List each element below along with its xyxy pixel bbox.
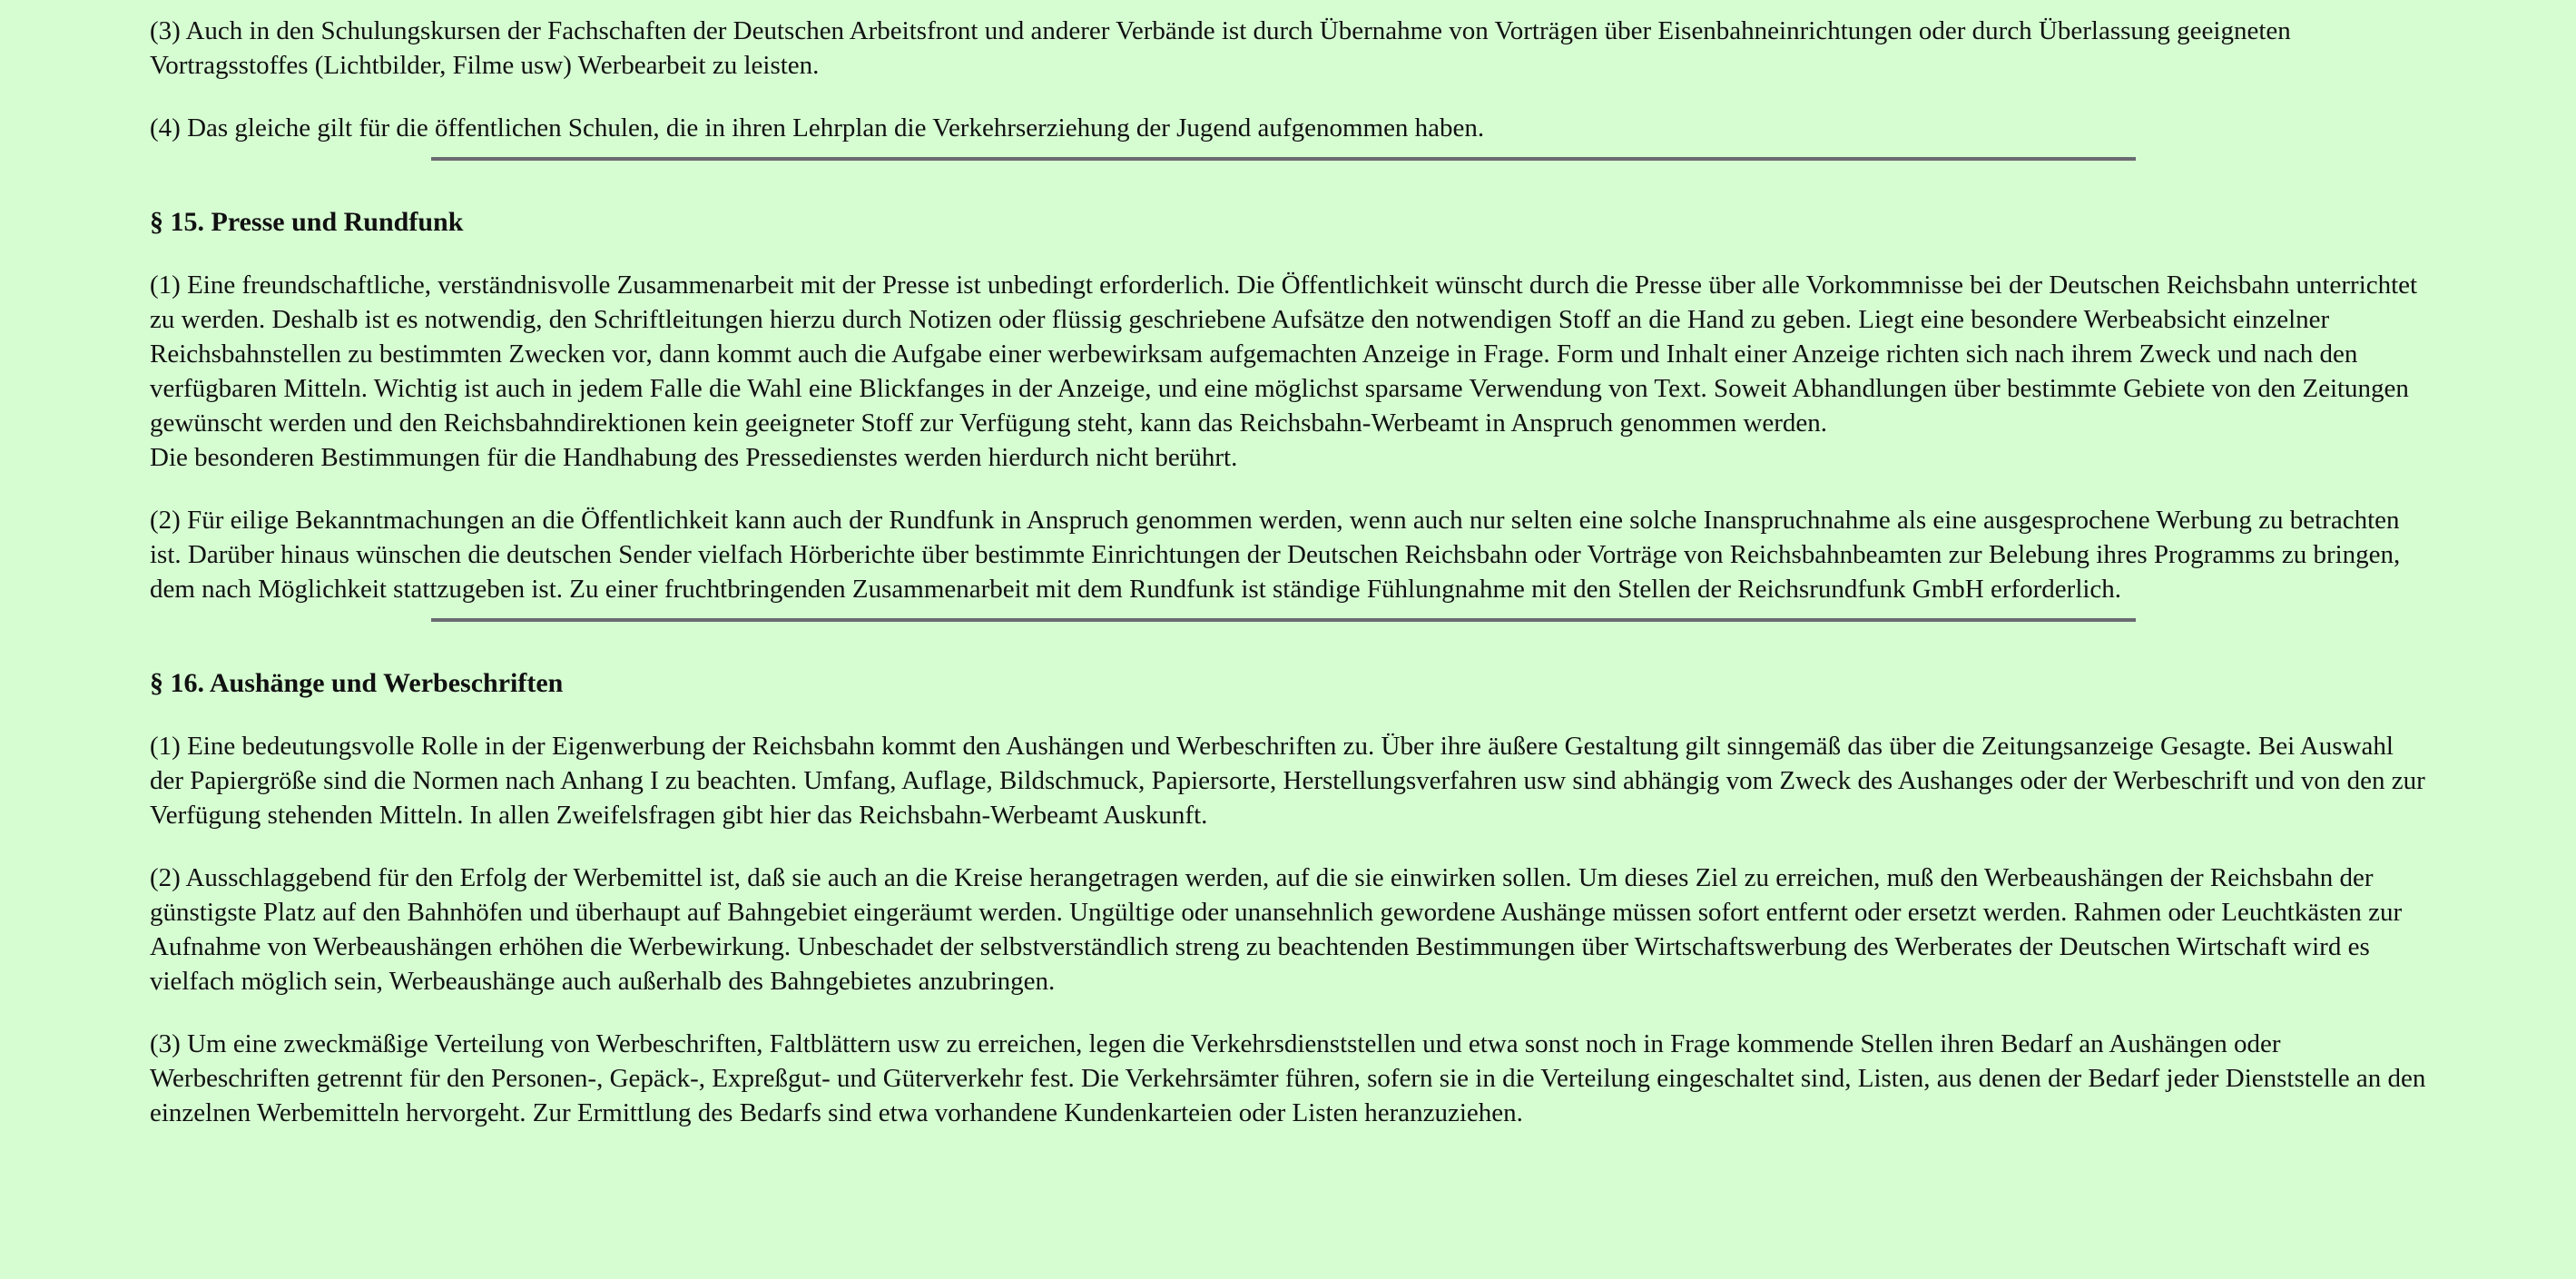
document-page: [0, 14, 2576, 1130]
section16-paragraph-2: (2) Ausschlaggebend für den Erfolg der Werbemittel ist, daß sie auch an die Kreise herangetragen werden, auf die sie einwirken sollen. Um dieses Ziel zu erreichen, muß den Werbeaushängen der Reichsbahn der günstigste Platz auf den Bahnhöfen und überhaupt auf Bahngebiet eingeräumt werden. Ungültige oder unansehnlich gewordene Aushänge müssen sofort entfernt oder ersetzt werden. Rahmen oder Leuchtkästen zur Aufnahme von Werbeaushängen erhöhen die Werbewirkung. Unbeschadet der selbstverständlich streng zu beachtenden Bestimmungen über Wirtschaftswerbung des Werberates der Deutschen Wirtschaft wird es vielfach möglich sein, Werbeaushänge auch außerhalb des Bahngebietes anzubringen.: [150, 863, 2403, 996]
section-divider: [431, 618, 2136, 622]
section16-heading: § 16. Aushänge und Werbeschriften: [150, 668, 564, 698]
section15-paragraph-1: [150, 268, 2429, 475]
section16-paragraph-1: (1) Eine bedeutungsvolle Rolle in der Eigenwerbung der Reichsbahn kommt den Aushängen und Werbeschriften zu. Über ihre äußere Gestaltung gilt sinngemäß das über die Zeitungsanzeige Gesagte. Bei Auswahl der Papiergröße sind die Normen nach Anhang I zu beachten. Umfang, Auflage, Bildschmuck, Papiersorte, Herstellungsverfahren usw sind abhängig vom Zweck des Aushanges oder der Werbeschrift und von den zur Verfügung stehenden Mitteln. In allen Zweifelsfragen gibt hier das Reichsbahn-Werbeamt Auskunft.: [150, 732, 2425, 830]
section-divider: [431, 157, 2136, 161]
section14-paragraph-3: (3) Auch in den Schulungskursen der Fachschaften der Deutschen Arbeitsfront und anderer Verbände ist durch Übernahme von Vorträgen über Eisenbahneinrichtungen oder durch Überlassung geeigneten Vortragsstoffes (Lichtbilder, Filme usw) Werbearbeit zu leisten.: [150, 16, 2291, 80]
section15-paragraph-1-note: Die besonderen Bestimmungen für die Handhabung des Pressedienstes werden hierdurch nicht berührt.: [150, 443, 1238, 472]
section15-paragraph-1-text: (1) Eine freundschaftliche, verständnisvolle Zusammenarbeit mit der Presse ist unbedingt erforderlich. Die Öffentlichkeit wünscht durch die Presse über alle Vorkommnisse bei der Deutschen Reichsbahn unterrichtet zu werden. Deshalb ist es notwendig, den Schriftleitungen hierzu durch Notizen oder flüssig geschriebene Aufsätze den notwendigen Stoff an die Hand zu geben. Liegt eine besondere Werbeabsicht einzelner Reichsbahnstellen zu bestimmten Zwecken vor, dann kommt auch die Aufgabe einer werbewirksam aufgemachten Anzeige in Frage. Form und Inhalt einer Anzeige richten sich nach ihrem Zweck und nach den verfügbaren Mitteln. Wichtig ist auch in jedem Falle die Wahl eine Blickfanges in der Anzeige, und eine möglichst sparsame Verwendung von Text. Soweit Abhandlungen über bestimmte Gebiete von den Zeitungen gewünscht werden und den Reichsbahndirektionen kein geeigneter Stoff zur Verfügung steht, kann das Reichsbahn-Werbeamt in Anspruch genommen werden.: [150, 271, 2418, 438]
section15-heading: § 15. Presse und Rundfunk: [150, 207, 464, 237]
section14-paragraph-4: (4) Das gleiche gilt für die öffentlichen Schulen, die in ihren Lehrplan die Verkehrserziehung der Jugend aufgenommen haben.: [150, 113, 1485, 143]
section15-paragraph-2: (2) Für eilige Bekanntmachungen an die Öffentlichkeit kann auch der Rundfunk in Anspruch genommen werden, wenn auch nur selten eine solche Inanspruchnahme als eine ausgesprochene Werbung zu betrachten ist. Darüber hinaus wünschen die deutschen Sender vielfach Hörberichte über bestimmte Einrichtungen der Deutschen Reichsbahn oder Vorträge von Reichsbahnbeamten zur Belebung ihres Programms zu bringen, dem nach Möglichkeit stattzugeben ist. Zu einer fruchtbringenden Zusammenarbeit mit dem Rundfunk ist ständige Fühlungnahme mit den Stellen der Reichsrundfunk GmbH erforderlich.: [150, 506, 2401, 604]
section16-paragraph-3: (3) Um eine zweckmäßige Verteilung von Werbeschriften, Faltblättern usw zu erreichen, legen die Verkehrsdienststellen und etwa sonst noch in Frage kommende Stellen ihren Bedarf an Aushängen oder Werbeschriften getrennt für den Personen-, Gepäck-, Expreßgut- und Güterverkehr fest. Die Verkehrsämter führen, sofern sie in die Verteilung eingeschaltet sind, Listen, aus denen der Bedarf jeder Dienststelle an den einzelnen Werbemitteln hervorgeht. Zur Ermittlung des Bedarfs sind etwa vorhandene Kundenkarteien oder Listen heranzuziehen.: [150, 1029, 2426, 1127]
